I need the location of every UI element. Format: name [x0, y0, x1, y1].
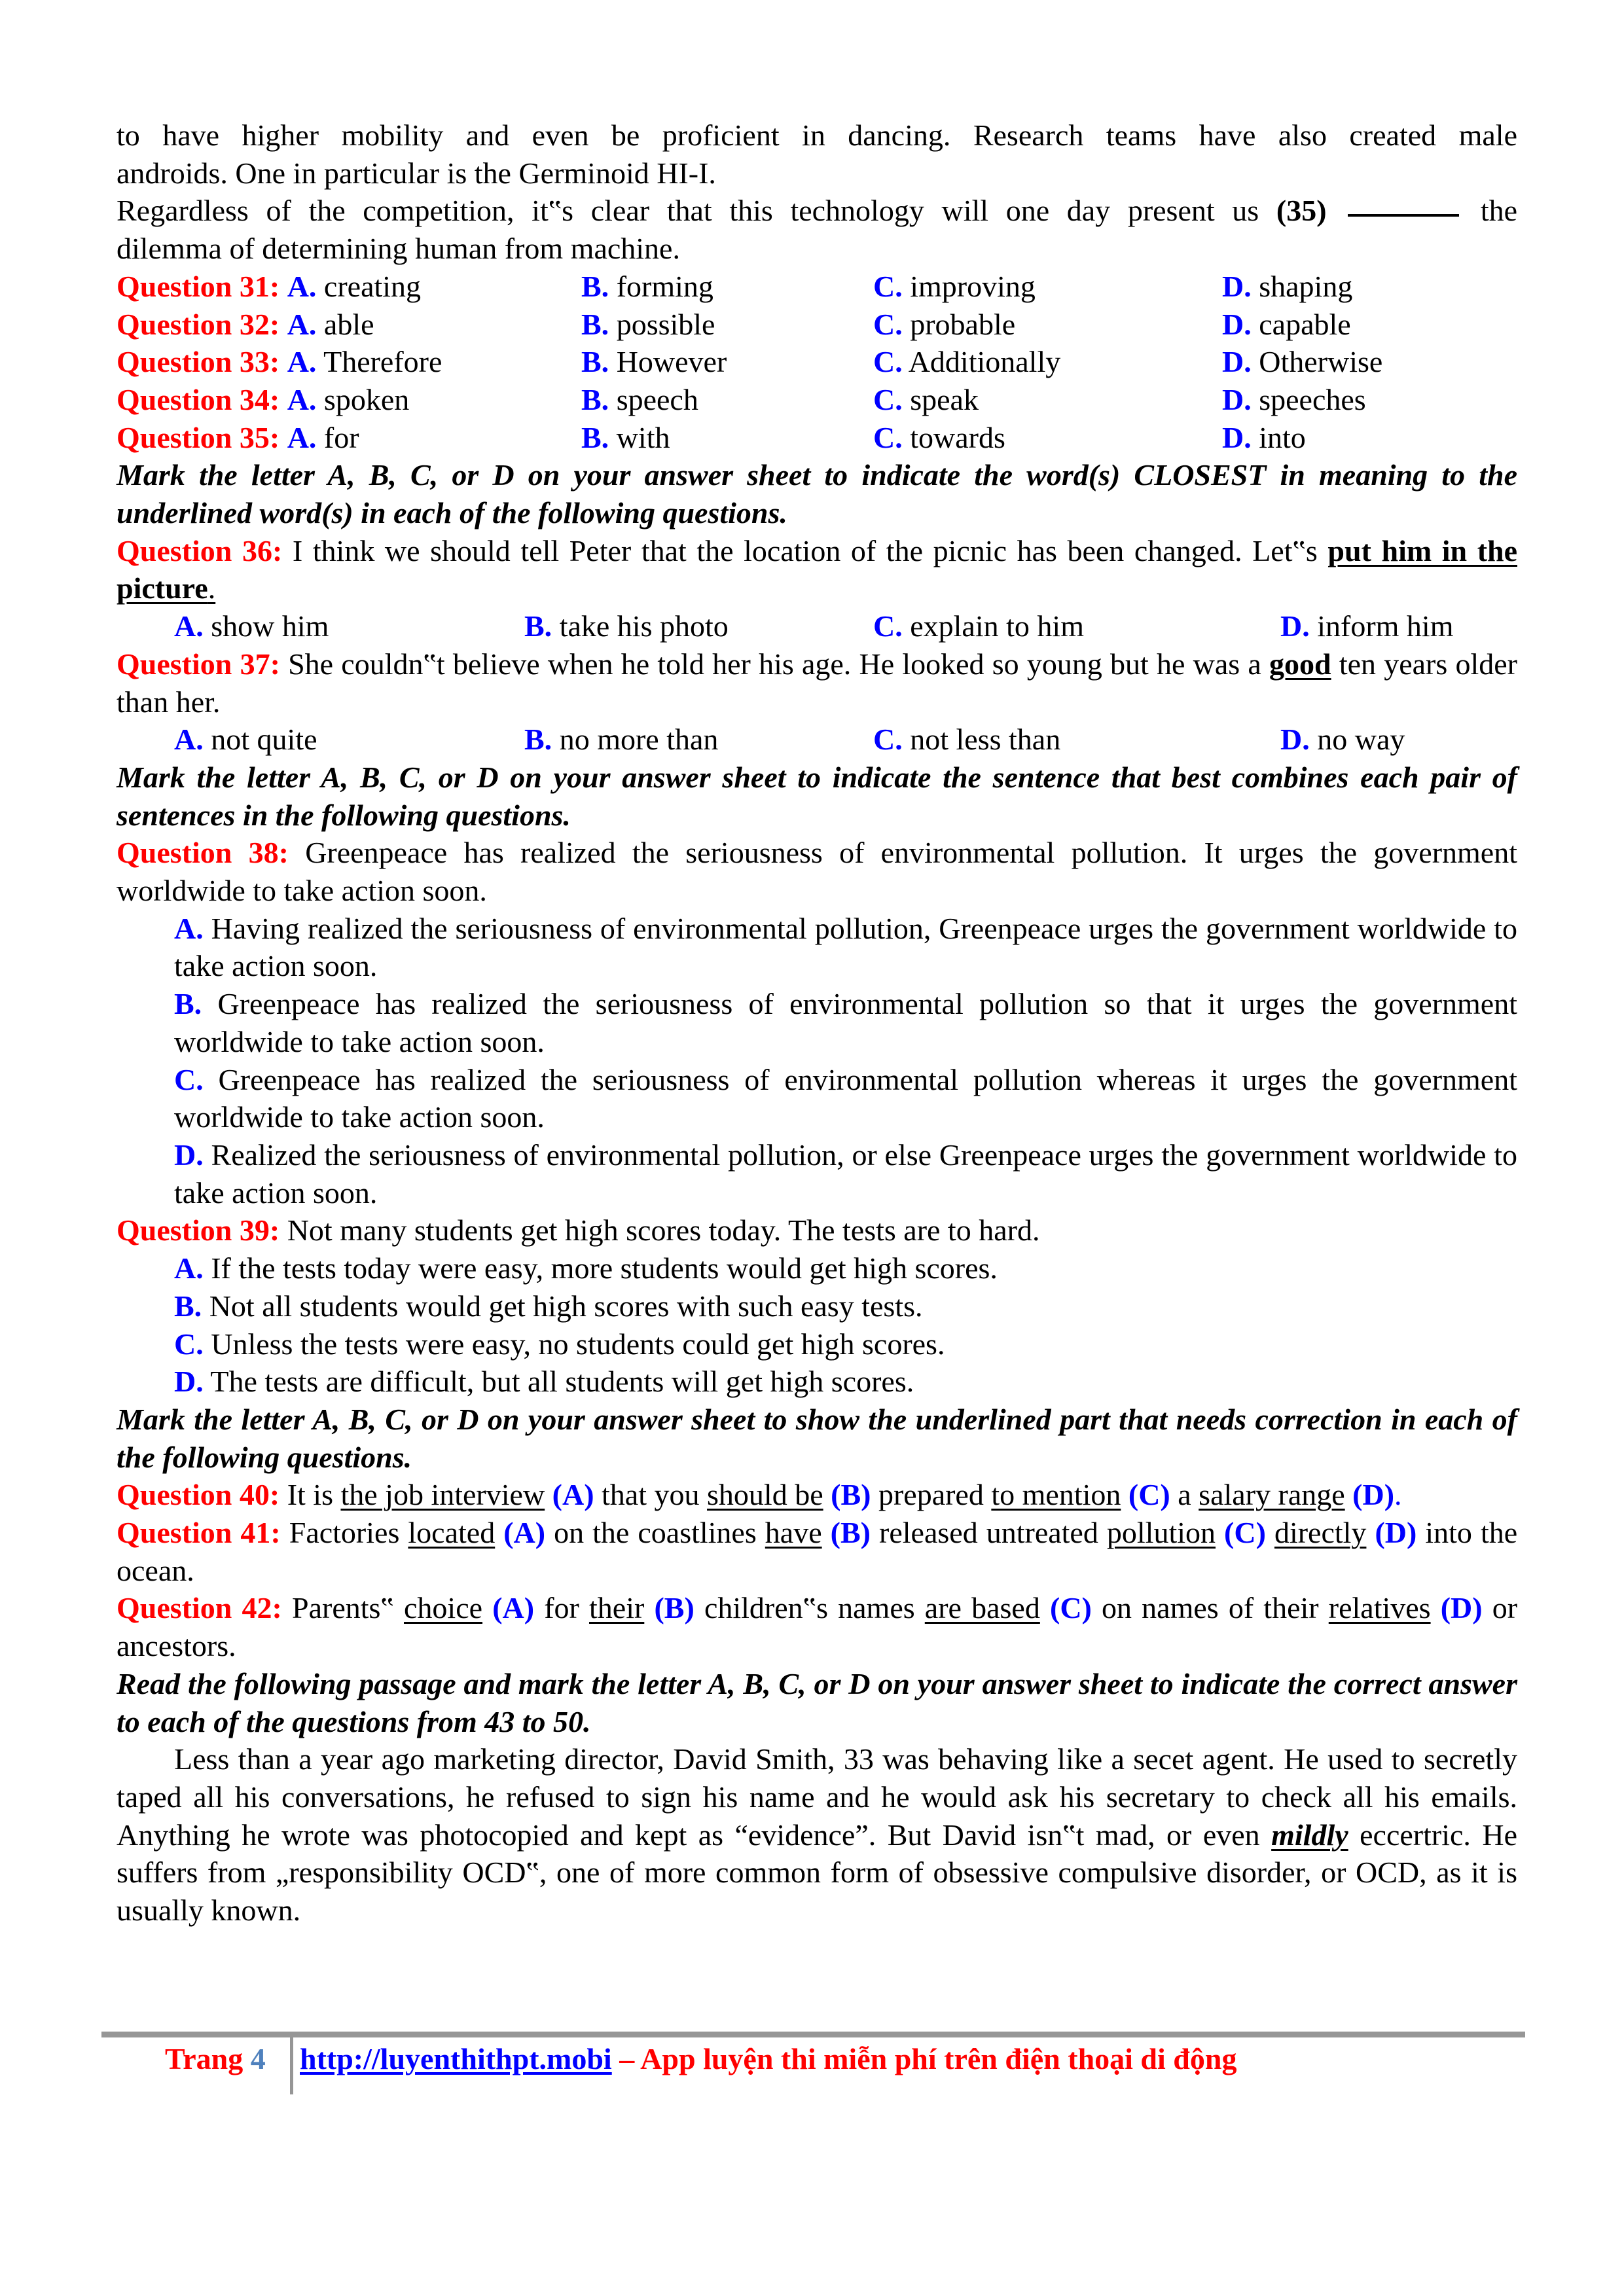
underlined-phrase: put him in the picture	[117, 533, 1518, 605]
section-instruction: Mark the letter A, B, C, or D on your answer sheet to indicate the sentence that best combines each pair of sentences in the following questions.	[117, 760, 1517, 832]
underlined-part-c: pollution	[1106, 1516, 1216, 1550]
question-text: ten years older than her.	[117, 647, 1517, 719]
question-label: Question 31:	[117, 269, 280, 303]
underlined-part-a: the job interview	[340, 1478, 545, 1512]
option-text: towards	[910, 420, 1005, 454]
option-text: inform him	[1317, 609, 1454, 643]
underlined-part-c: are based	[924, 1591, 1040, 1625]
option-text: If the tests today were easy, more students would get high scores.	[211, 1251, 998, 1285]
blank-number: (35)	[1276, 194, 1327, 228]
question-label: Question 35:	[117, 420, 280, 454]
section-instruction: Mark the letter A, B, C, or D on your answer sheet to show the underlined part that needs correction in each of the following questions.	[117, 1402, 1517, 1474]
option-text: Greenpeace has realized the seriousness of environmental pollution so that it urges the government worldwide to take action soon.	[174, 987, 1517, 1058]
option-letter[interactable]: C.	[873, 420, 903, 454]
option-letter[interactable]: B.	[524, 723, 552, 757]
part-marker[interactable]: (A)	[552, 1478, 594, 1512]
part-marker[interactable]: (B)	[830, 1516, 871, 1550]
option-letter[interactable]: B.	[174, 1289, 202, 1323]
option-text: take his photo	[559, 609, 729, 643]
option-letter[interactable]: B.	[581, 307, 609, 341]
option-text: Realized the seriousness of environmental pollution, or else Greenpeace urges the government worldwide to take action soon.	[174, 1138, 1517, 1210]
footer-page-number: Trang 4	[165, 2042, 266, 2075]
option-letter[interactable]: C.	[873, 382, 903, 416]
part-marker[interactable]: (D)	[1440, 1591, 1483, 1625]
part-marker[interactable]: (C)	[1050, 1591, 1092, 1625]
option-text: show him	[211, 609, 329, 643]
option-text: for	[323, 420, 359, 454]
passage-line: Regardless of the competition, it‟s clear that this technology will one day present us (35) the	[117, 194, 1518, 228]
passage-line: androids. One in particular is the Germinoid HI-I.	[117, 156, 716, 190]
option-a	[117, 1249, 1517, 1287]
option-text: However	[616, 345, 727, 379]
passage-line: to have higher mobility and even be proficient in dancing. Research teams have also created male	[117, 118, 1517, 152]
question-label: Question 38:	[117, 836, 289, 870]
footer-vertical-divider	[290, 2037, 293, 2094]
cloze-questions	[117, 268, 1517, 457]
option-text: probable	[910, 307, 1016, 341]
section-instruction: Mark the letter A, B, C, or D on your answer sheet to indicate the word(s) CLOSEST in meaning to the underlined word(s) in each of the following questions.	[117, 458, 1517, 530]
option-text: able	[323, 307, 374, 341]
section-instruction: Read the following passage and mark the letter A, B, C, or D on your answer sheet to indicate the correct answer to each of the questions from 43 to 50.	[117, 1666, 1517, 1738]
part-marker[interactable]: (C)	[1128, 1478, 1170, 1512]
question-37	[117, 645, 1517, 721]
option-text: speak	[910, 382, 979, 416]
part-marker[interactable]: (C)	[1224, 1516, 1266, 1550]
passage-continuation	[117, 117, 1517, 268]
underlined-part-d: relatives	[1328, 1591, 1431, 1625]
option-b	[117, 985, 1517, 1060]
question-label: Question 34:	[117, 382, 280, 416]
option-a	[117, 910, 1517, 985]
option-text: possible	[616, 307, 715, 341]
answer-blank	[1348, 214, 1459, 217]
option-text: Having realized the seriousness of environmental pollution, Greenpeace urges the government worldwide to take action soon.	[174, 911, 1518, 983]
option-letter[interactable]: D.	[174, 1138, 204, 1172]
question-42: Question 42: Parents‟ choice (A) for their (B) children‟s names are based (C) on names of their relatives (D) or ancestors.	[117, 1591, 1518, 1663]
option-text: Not all students would get high scores with such easy tests.	[209, 1289, 923, 1323]
option-d	[117, 1363, 1517, 1401]
underlined-part-d: directly	[1274, 1516, 1367, 1550]
option-text: Unless the tests were easy, no students could get high scores.	[211, 1327, 945, 1361]
underlined-part-c: to mention	[991, 1478, 1121, 1512]
option-letter[interactable]: C.	[873, 307, 903, 341]
part-marker[interactable]: (B)	[654, 1591, 695, 1625]
option-letter[interactable]: B.	[581, 345, 609, 379]
exam-page	[117, 117, 1517, 1929]
option-letter[interactable]: B.	[581, 382, 609, 416]
option-text: speeches	[1259, 382, 1366, 416]
underlined-part-d: salary range	[1199, 1478, 1345, 1512]
question-32	[117, 306, 1517, 344]
option-c	[117, 1061, 1517, 1136]
question-35	[117, 419, 1517, 457]
option-b	[117, 1287, 1517, 1325]
question-label: Question 33:	[117, 345, 280, 379]
question-33	[117, 343, 1517, 381]
question-36-options	[117, 607, 1517, 645]
part-marker[interactable]: (B)	[831, 1478, 871, 1512]
option-letter[interactable]: A.	[287, 269, 317, 303]
option-letter[interactable]: A.	[287, 307, 317, 341]
question-36: Question 36: I think we should tell Peter that the location of the picnic has been changed. Let‟s put him in the picture.	[117, 533, 1518, 605]
question-label: Question 42:	[117, 1591, 282, 1625]
option-text: creating	[323, 269, 422, 303]
option-letter[interactable]: D.	[1280, 723, 1310, 757]
option-letter[interactable]: C.	[174, 1327, 204, 1361]
option-letter[interactable]: A.	[174, 911, 204, 945]
question-39	[117, 1211, 1517, 1249]
question-41: Question 41: Factories located (A) on the coastlines have (B) released untreated pollution (C) directly (D) into the ocean.	[117, 1516, 1518, 1587]
option-text: Greenpeace has realized the seriousness of environmental pollution whereas it urges the government worldwide to take action soon.	[174, 1062, 1517, 1134]
question-label: Question 32:	[117, 307, 280, 341]
footer-link[interactable]: http://luyenthithpt.mobi	[300, 2042, 612, 2075]
question-38	[117, 834, 1517, 909]
part-marker[interactable]: (D)	[1375, 1516, 1417, 1550]
option-letter[interactable]: D.	[1280, 609, 1310, 643]
option-letter[interactable]: A.	[174, 609, 204, 643]
option-letter[interactable]: D.	[1222, 269, 1252, 303]
passage-line: dilemma of determining human from machine.	[117, 232, 680, 266]
underlined-phrase: good	[1269, 647, 1331, 681]
footer-tagline: – App luyện thi miễn phí trên điện thoại di động	[619, 2042, 1237, 2075]
option-text: not quite	[211, 723, 317, 757]
option-text: forming	[616, 269, 713, 303]
option-letter[interactable]: B.	[581, 420, 609, 454]
option-text: no more than	[559, 723, 719, 757]
option-letter[interactable]: C.	[873, 609, 903, 643]
question-34	[117, 381, 1517, 419]
option-letter[interactable]: C.	[873, 269, 903, 303]
question-text: Greenpeace has realized the seriousness of environmental pollution. It urges the government worldwide to take action soon.	[117, 836, 1517, 908]
underlined-part-b: have	[765, 1516, 822, 1550]
underlined-part-b: should be	[707, 1478, 823, 1512]
option-text: explain to him	[910, 609, 1084, 643]
option-text: speech	[616, 382, 698, 416]
option-letter[interactable]: A.	[174, 1251, 204, 1285]
option-text: not less than	[910, 723, 1061, 757]
underlined-part-a: located	[408, 1516, 496, 1550]
option-text: no way	[1317, 723, 1405, 757]
question-text: She couldn‟t believe when he told her his age. He looked so young but he was a	[288, 647, 1261, 681]
option-letter[interactable]: C.	[174, 1062, 204, 1096]
question-text: Not many students get high scores today. The tests are to hard.	[287, 1213, 1040, 1247]
part-marker[interactable]: (A)	[492, 1591, 535, 1625]
option-letter[interactable]: B.	[524, 609, 552, 643]
part-marker[interactable]: (D)	[1352, 1478, 1395, 1512]
option-letter[interactable]: D.	[1222, 382, 1252, 416]
option-c	[117, 1325, 1517, 1363]
question-label: Question 37:	[117, 647, 280, 681]
question-label: Question 40:	[117, 1478, 280, 1512]
option-letter[interactable]: D.	[1222, 345, 1252, 379]
question-31	[117, 268, 1517, 306]
question-label: Question 41:	[117, 1516, 281, 1550]
option-letter[interactable]: A.	[174, 723, 204, 757]
footer-text	[300, 2040, 1236, 2077]
option-letter[interactable]: D.	[174, 1365, 204, 1399]
option-text: spoken	[323, 382, 410, 416]
option-text: improving	[910, 269, 1036, 303]
option-letter[interactable]: A.	[287, 420, 317, 454]
underlined-part-b: their	[589, 1591, 645, 1625]
reading-passage: Less than a year ago marketing director, David Smith, 33 was behaving like a secet agent. He used to secretly taped all his conversations, he refused to sign his name and he would ask his secretary to check all his emails. Anything he wrote was photocopied and kept as “evidence”. But David isn‟t mad, or even mildly eccertric. He suffers from „responsibility OCD‟, one of more common form of obsessive compulsive disorder, or OCD, as it is usually known.	[117, 1742, 1518, 1928]
option-text: Therefore	[323, 345, 442, 379]
option-text: Additionally	[908, 345, 1061, 379]
footer-divider	[101, 2032, 1525, 2037]
option-letter[interactable]: C.	[873, 723, 903, 757]
option-letter[interactable]: A.	[287, 382, 317, 416]
option-text: The tests are difficult, but all students will get high scores.	[210, 1365, 914, 1399]
question-label: Question 36:	[117, 533, 283, 567]
question-40: Question 40: It is the job interview (A) that you should be (B) prepared to mention (C) a salary range (D).	[117, 1478, 1402, 1512]
question-label: Question 39:	[117, 1213, 280, 1247]
option-text: Otherwise	[1259, 345, 1383, 379]
part-marker[interactable]: (A)	[503, 1516, 546, 1550]
option-letter[interactable]: C.	[873, 345, 903, 379]
option-letter[interactable]: D.	[1222, 420, 1252, 454]
option-letter[interactable]: B.	[174, 987, 202, 1021]
question-text: I think we should tell Peter that the location of the picnic has been changed. Let‟s	[292, 533, 1318, 567]
underlined-word: mildly	[1271, 1818, 1348, 1852]
option-letter[interactable]: D.	[1222, 307, 1252, 341]
option-text: shaping	[1259, 269, 1353, 303]
underlined-part-a: choice	[404, 1591, 483, 1625]
option-text: with	[616, 420, 670, 454]
option-d	[117, 1136, 1517, 1211]
option-text: capable	[1259, 307, 1351, 341]
option-letter[interactable]: B.	[581, 269, 609, 303]
option-text: into	[1259, 420, 1306, 454]
option-letter[interactable]: A.	[287, 345, 317, 379]
question-37-options	[117, 721, 1517, 759]
